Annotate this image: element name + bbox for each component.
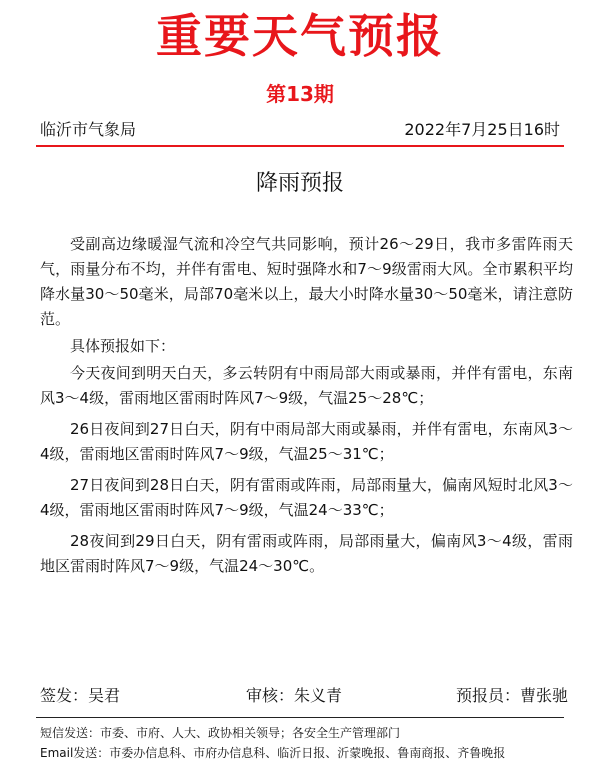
footer-divider <box>36 717 564 718</box>
issue-number: 第13期 <box>266 82 334 106</box>
header-divider <box>36 145 564 147</box>
forecast-period-3: 27日夜间到28日白天，阴有雷雨或阵雨，局部雨量大，偏南风短时北风3～4级，雷雨地区雷雨时阵风7～9级，气温24～33℃； <box>40 476 573 519</box>
section-title: 降雨预报 <box>255 171 344 196</box>
forecast-period-2: 26日夜间到27日白天，阴有中雨局部大雨或暴雨，并伴有雷电，东南风3～4级，雷雨地区雷雨时阵风7～9级，气温25～31℃； <box>40 420 573 463</box>
email-distribution: Email发送：市委办信息科、市府办信息科、临沂日报、沂蒙晚报、鲁南商报、齐鲁晚报 <box>40 746 506 760</box>
issue-time: 2022年7月25日16时 <box>404 120 560 139</box>
sms-distribution: 短信发送：市委、市府、人大、政协相关领导；各安全生产管理部门 <box>40 726 401 740</box>
details-intro: 具体预报如下： <box>70 337 176 355</box>
reviewer: 审核：朱义青 <box>246 686 343 705</box>
issuing-agency: 临沂市气象局 <box>40 120 137 139</box>
forecaster: 预报员：曹张驰 <box>455 686 568 705</box>
summary-paragraph: 受副高边缘暖湿气流和冷空气共同影响，预计26～29日，我市多雷阵雨天气，雨量分布不均，并伴有雷电、短时强降水和7～9级雷雨大风。全市累积平均降水量30～50毫米，局部70毫米以上，最大小时降水量30～50毫米，请注意防范。 <box>40 235 573 328</box>
forecast-period-1: 今天夜间到明天白天，多云转阴有中雨局部大雨或暴雨，并伴有雷电，东南风3～4级，雷雨地区雷雨时阵风7～9级，气温25～28℃； <box>40 364 573 407</box>
document-title: 重要天气预报 <box>156 9 444 63</box>
forecast-body <box>40 232 573 579</box>
signer: 签发：吴君 <box>40 686 121 705</box>
forecast-period-4: 28夜间到29日白天，阴有雷雨或阵雨，局部雨量大，偏南风3～4级，雷雨地区雷雨时阵风7～9级，气温24～30℃。 <box>40 532 573 575</box>
